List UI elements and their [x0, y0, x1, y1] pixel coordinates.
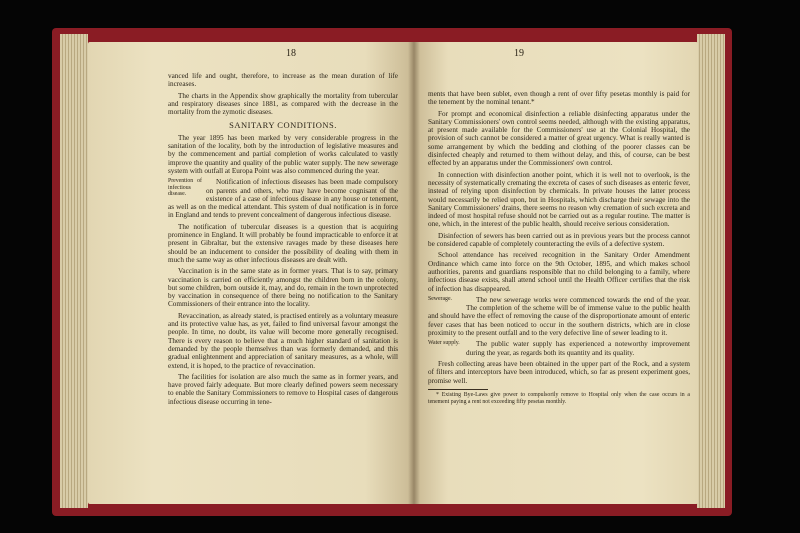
paragraph: The new sewerage works were commenced towards the end of the year. The completion of the scheme will be of immense value to the public health and should have the effect of removing the cause of the disproportionate amount of enteric fever cases that has been noticed to occur in the southern districts, which are in close proximity to the present outfall and to the very defective line of sewer leading to it. [428, 295, 690, 338]
page-edges-right [697, 34, 725, 508]
right-page-body [428, 90, 690, 405]
paragraph: The facilities for isolation are also much the same as in former years, and have proved fairly adequate. But more clearly defined powers seem necessary to enable the Sanitary Commissioners to remove to Hospital cases of dangerous infectious disease occurring in tene- [168, 372, 398, 406]
paragraph: vanced life and ought, therefore, to increase as the mean duration of life increases. [168, 72, 398, 89]
left-page-body [168, 72, 398, 409]
page-edges-left [60, 34, 88, 508]
paragraph: Vaccination is in the same state as in former years. That is to say, primary vaccination is carried on efficiently amongst the children born in the colony, but some children, born outside it, may, and do, remain in the town unprotected by vaccination in consequence of there being no notification to the Sanitary Commissioners of their entrance into the locality. [168, 267, 398, 309]
paragraph: For prompt and economical disinfection a reliable disinfecting apparatus under the Sanitary Commissioners' own control seems needed, although with the existing apparatus, at present made available for the Commissioners' use at the Colonial Hospital, the provision of such cannot be considered a matter of great urgency. What is really wanted is some arrangement by which the bedding and clothing of the poorer classes can be disinfected cheaply and returned to them without delay, and this, of course, can be best effected by an apparatus under the Commissioners' own control. [428, 109, 690, 168]
paragraph: The year 1895 has been marked by very considerable progress in the sanitation of the locality, both by the introduction of legislative measures and by the commencement and partial completion of works calculated to vastly improve the quantity and quality of the public water supply. The new sewerage system with outfall at Europa Point was also commenced during the year. [168, 133, 398, 175]
margin-note: Sewerage. [428, 295, 452, 302]
paragraph: In connection with disinfection another point, which it is well not to overlook, is the necessity of systematically cremating the excreta of cases of such diseases as enteric fever, instead of relying upon disinfection by chemicals. In private houses the latter process would necessarily be relied upon, but in Hospitals, which discharge their sewage into the Sanitary Commissioners' drains, there seems no reason why cremation of such excreta and indeed of most hospital refuse should not be carried out as a regular routine. The matter is one, which, in the interest of the public health, should receive serious consideration. [428, 170, 690, 229]
paragraph: Revaccination, as already stated, is practised entirely as a voluntary measure and its protective value has, as yet, failed to find universal favour amongst the people. In time, no doubt, its value will become more generally recognised. There is every reason to believe that a much higher standard of sanitation is demanded by the people themselves than was formerly demanded, and this gradual enlightenment and appreciation of sanitary measures, as a whole, will extend, it is hoped, to the practice of revaccination. [168, 311, 398, 370]
footnote-rule [428, 389, 488, 390]
paragraph: Fresh collecting areas have been obtained in the upper part of the Rock, and a system of filters and interceptors have been introduced, which, so far as present experiment goes, promise well. [428, 359, 690, 385]
paragraph: Notification of infectious diseases has been made compulsory on parents and others, who may have become cognisant of the existence of a case of infectious disease in any house or tenement, as well as on the medical attendant. This system of dual notification is in force in England and tends to prevent concealment of dangerous infectious disease. [168, 178, 398, 220]
page-number: 18 [286, 48, 296, 59]
paragraph: School attendance has received recognition in the Sanitary Order Amendment Ordinance which came into force on the 9th October, 1895, and which makes school authorities, parents and guardians responsible that no child belonging to a family, where infectious disease exists, shall attend school until the Health Officer certifies that the risk of infection has disappeared. [428, 251, 690, 293]
section-heading: SANITARY CONDITIONS. [229, 120, 337, 131]
right-page [414, 42, 698, 504]
paragraph: The charts in the Appendix show graphically the mortality from tubercular and respiratory diseases since 1881, as compared with the decrease in the mortality from the zymotic diseases. [168, 91, 398, 117]
paragraph: ments that have been sublet, even though a rent of over fifty pesetas monthly is paid for the tenement by the nominal tenant.* [428, 90, 690, 107]
paragraph: The public water supply has experienced a noteworthy improvement during the year, as regards both its quantity and its quality. [466, 340, 690, 357]
paragraph: Disinfection of sewers has been carried out as in previous years but the process cannot be considered capable of completely counteracting the evils of a defective system. [428, 231, 690, 249]
page-number: 19 [514, 48, 524, 59]
book [52, 20, 732, 520]
margin-note: Prevention of infectious disease. [168, 178, 202, 198]
left-page [88, 42, 414, 504]
paragraph: The notification of tubercular diseases is a question that is acquiring prominence in England. It will probably be found impracticable to enforce it at present in Gibraltar, but the extensive ravages made by these diseases here should be an inducement to consider the possibility of dealing with them in much the same way as other infectious diseases are dealt with. [168, 222, 398, 264]
margin-note: Water supply. [428, 340, 460, 347]
footnote: * Existing Bye-Laws give power to compulsorily remove to Hospital only when the case occurs in a tenement paying a rent not exceeding fifty pesetas monthly. [428, 391, 690, 405]
spine-gutter [408, 42, 420, 504]
